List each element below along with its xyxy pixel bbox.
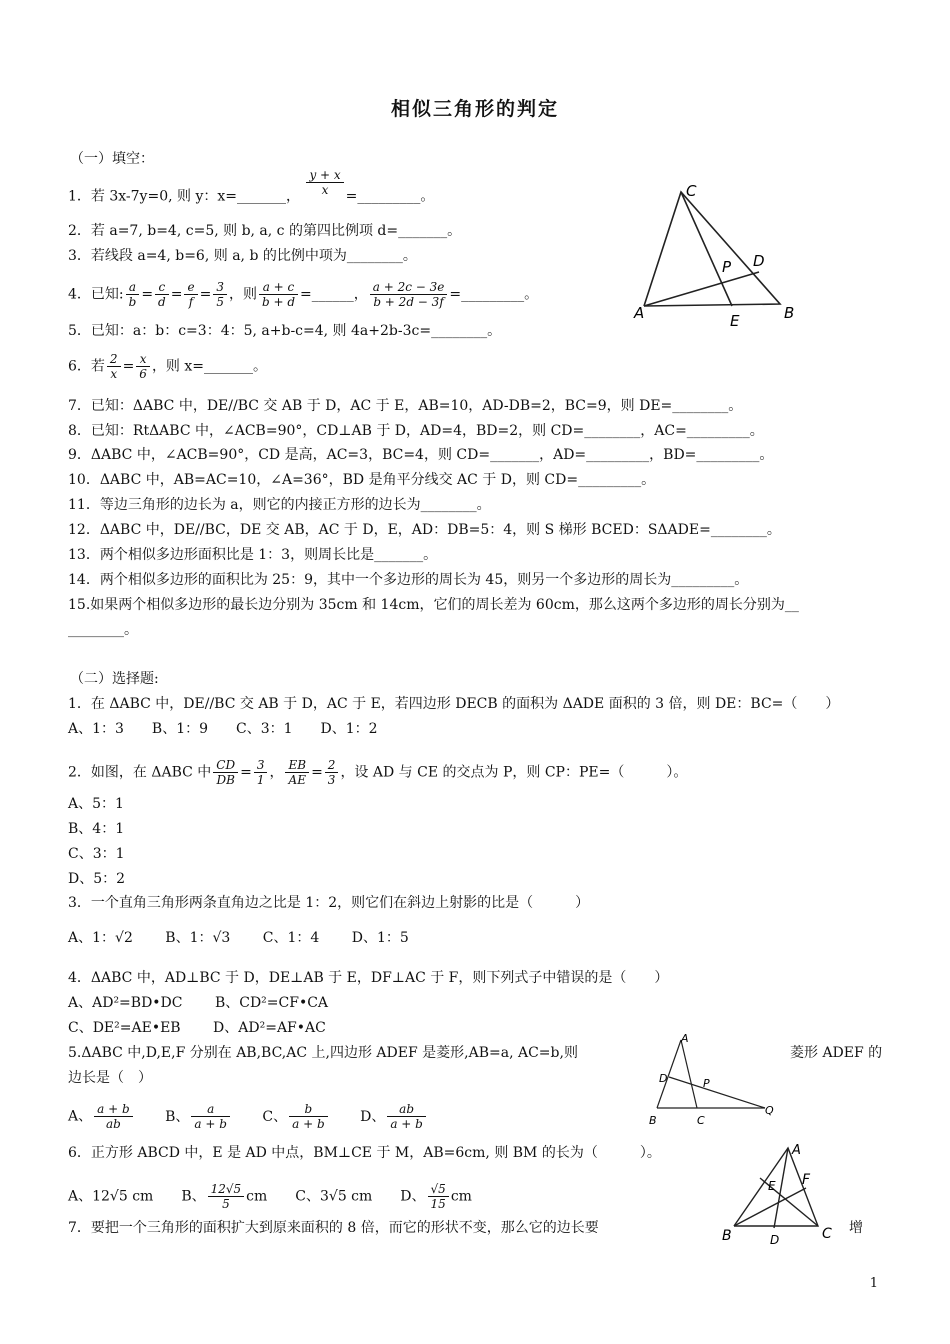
fig3-label-a: A (792, 1143, 801, 1158)
fig2-label-c: C (697, 1114, 705, 1127)
page-number: 1 (869, 1276, 878, 1291)
choice-3-options: A、1：√2 B、1：√3 C、1：4 D、1：5 (68, 930, 409, 946)
choice-4: 4．ΔABC 中，AD⊥BC 于 D，DE⊥AB 于 E，DF⊥AC 于 F，则下列式子中错误的是（ ） (68, 970, 669, 986)
question-6: 6．若 $\frac{2}{x}$ = $\frac{x}{6}$ ，则 x=_______。 (68, 352, 268, 381)
fig2-label-q: Q (765, 1104, 774, 1117)
question-1 (68, 168, 435, 211)
question-8: 8．已知：RtΔABC 中，∠ACB=90°，CD⊥AB 于 D，AD=4，BD=2，则 CD=________，AC=_________。 (68, 423, 764, 439)
fig1-label-e: E (730, 312, 740, 328)
choice-6-options: A、12√5 cm B、 $\frac{12√5}{5}$ cm C、3√5 cm D、 $\frac{√5}{15}$ cm (68, 1182, 472, 1211)
section-choice-heading: （二）选择题: (70, 671, 159, 687)
choice-5-line-2: 边长是（ ） (68, 1070, 152, 1086)
question-2: 2．若 a=7, b=4, c=5, 则 b, a, c 的第四比例项 d=_______。 (68, 223, 462, 239)
question-14: 14．两个相似多边形的面积比为 25：9，其中一个多边形的周长为 45，则另一个多边形的周长为_________。 (68, 572, 749, 588)
triangle-figure-2 (645, 1032, 785, 1132)
choice-3: 3．一个直角三角形两条直角边之比是 1：2，则它们在斜边上射影的比是（ ） (68, 895, 590, 911)
question-4: 4．已知: $\frac{a}{b}$ = $\frac{c}{d}$ = $\frac{e}{f}$ = $\frac{3}{5}$ ，则 $\frac{a + c}{b + d}$ =______， $\frac{a + 2c - 3e}{b + 2d - 3f}$ =_________。 (68, 280, 539, 309)
question-3: 3．若线段 a=4, b=6, 则 a, b 的比例中项为________。 (68, 248, 417, 264)
choice-1: 1．在 ΔABC 中，DE//BC 交 AB 于 D，AC 于 E，若四边形 DECB 的面积为 ΔADE 面积的 3 倍，则 DE：BC=（ ） (68, 696, 840, 712)
choice-4-options-1: A、AD²=BD•DC B、CD²=CF•CA (68, 995, 329, 1011)
fig1-label-c: C (686, 182, 697, 200)
fig1-label-a: A (634, 304, 645, 322)
choice-7: 7．要把一个三角形的面积扩大到原来面积的 8 倍，而它的形状不变，那么它的边长要 (68, 1220, 599, 1236)
fraction: $\frac{√5}{15}$ (428, 1182, 449, 1211)
choice-5-line-1: 5.ΔABC 中,D,E,F 分别在 AB,BC,AC 上,四边形 ADEF 是菱形,AB=a, AC=b,则 (68, 1045, 578, 1061)
section-fill-in-heading: （一）填空： (70, 151, 154, 167)
choice-5-options: A、 $\frac{a + b}{ab}$ B、 $\frac{a}{a + b}$ C、 $\frac{b}{a + b}$ D、 $\frac{ab}{a + b}$ (68, 1102, 428, 1131)
question-1-blank: =_________。 (345, 188, 435, 205)
choice-2-option-a: A、5：1 (68, 796, 124, 812)
fig3-label-e: E (768, 1179, 776, 1193)
fig2-label-a: A (681, 1032, 689, 1045)
fraction: $\frac{y + x}{x}$ (306, 168, 343, 197)
question-1-text: 1．若 3x-7y=0, 则 y：x=_______， (68, 188, 300, 205)
question-9: 9．ΔABC 中，∠ACB=90°，CD 是高，AC=3，BC=4，则 CD=_______，AD=_________，BD=_________。 (68, 447, 774, 463)
fraction: $\frac{ab}{a + b}$ (387, 1102, 426, 1131)
fraction: $\frac{3}{5}$ (213, 280, 227, 309)
choice-2-option-b: B、4：1 (68, 821, 125, 837)
question-10: 10．ΔABC 中，AB=AC=10，∠A=36°，BD 是角平分线交 AC 于 D，则 CD=_________。 (68, 472, 656, 488)
fraction: $\frac{CD}{DB}$ (213, 758, 238, 787)
choice-1-options: A、1：3 B、1：9 C、3：1 D、1：2 (68, 721, 378, 737)
fig2-label-b: B (649, 1114, 657, 1127)
question-4-text: 4．已知: (68, 286, 124, 303)
fraction: $\frac{12√5}{5}$ (208, 1182, 245, 1211)
choice-2: 2．如图，在 ΔABC 中 $\frac{CD}{DB}$ = $\frac{3}{1}$ ， $\frac{EB}{AE}$ = $\frac{2}{3}$ ，设 AD 与 CE 的交点为 P，则 CP：PE=（ ）。 (68, 758, 688, 787)
question-5: 5．已知：a：b：c=3：4：5, a+b-c=4, 则 4a+2b-3c=________。 (68, 323, 502, 339)
fig2-label-p: P (703, 1077, 710, 1090)
fraction: $\frac{a}{a + b}$ (191, 1102, 230, 1131)
question-15-line-2: ________。 (68, 622, 138, 638)
choice-2-option-d: D、5：2 (68, 871, 126, 887)
page-title: 相似三角形的判定 (390, 98, 559, 120)
question-12: 12．ΔABC 中，DE//BC，DE 交 AB，AC 于 D，E，AD：DB=5：4，则 S 梯形 BCED：SΔADE=________。 (68, 522, 781, 538)
fig1-label-b: B (784, 304, 795, 322)
question-7: 7．已知：ΔABC 中，DE//BC 交 AB 于 D，AC 于 E，AB=10，AD-DB=2，BC=9，则 DE=________。 (68, 398, 743, 414)
choice-5-line-1-end: 菱形 ADEF 的 (790, 1045, 883, 1061)
fraction: $\frac{x}{6}$ (136, 352, 150, 381)
fraction: $\frac{a}{b}$ (126, 280, 140, 309)
choice-6: 6．正方形 ABCD 中，E 是 AD 中点，BM⊥CE 于 M，AB=6cm, 则 BM 的长为（ ）。 (68, 1145, 661, 1161)
fraction: $\frac{a + b}{ab}$ (94, 1102, 133, 1131)
fraction: $\frac{2}{3}$ (325, 758, 339, 787)
fig3-label-f: F (802, 1172, 811, 1188)
choice-7-end: 增 (849, 1220, 863, 1236)
fraction: $\frac{a + 2c - 3e}{b + 2d - 3f}$ (370, 280, 448, 309)
fraction: $\frac{3}{1}$ (254, 758, 268, 787)
fig3-label-b: B (722, 1228, 732, 1244)
fraction: $\frac{2}{x}$ (107, 352, 121, 381)
choice-4-options-2: C、DE²=AE•EB D、AD²=AF•AC (68, 1020, 326, 1036)
choice-2-option-c: C、3：1 (68, 846, 125, 862)
fig1-label-p: P (722, 258, 732, 276)
fraction: $\frac{b}{a + b}$ (289, 1102, 328, 1131)
fig2-label-d: D (659, 1072, 668, 1085)
fraction: $\frac{c}{d}$ (155, 280, 169, 309)
triangle-figure-3 (718, 1138, 848, 1248)
fraction: $\frac{e}{f}$ (184, 280, 197, 309)
question-13: 13．两个相似多边形面积比是 1：3，则周长比是_______。 (68, 547, 438, 563)
fraction: $\frac{EB}{AE}$ (285, 758, 309, 787)
question-15-line-1: 15.如果两个相似多边形的最长边分别为 35cm 和 14cm，它们的周长差为 60cm，那么这两个多边形的周长分别为__ (68, 597, 799, 613)
fraction: $\frac{a + c}{b + d}$ (259, 280, 298, 309)
triangle-figure-1 (628, 178, 808, 328)
question-11: 11．等边三角形的边长为 a，则它的内接正方形的边长为________。 (68, 497, 491, 513)
fig1-label-d: D (753, 252, 765, 270)
fig3-label-d: D (770, 1233, 780, 1247)
fig3-label-c: C (822, 1226, 832, 1242)
